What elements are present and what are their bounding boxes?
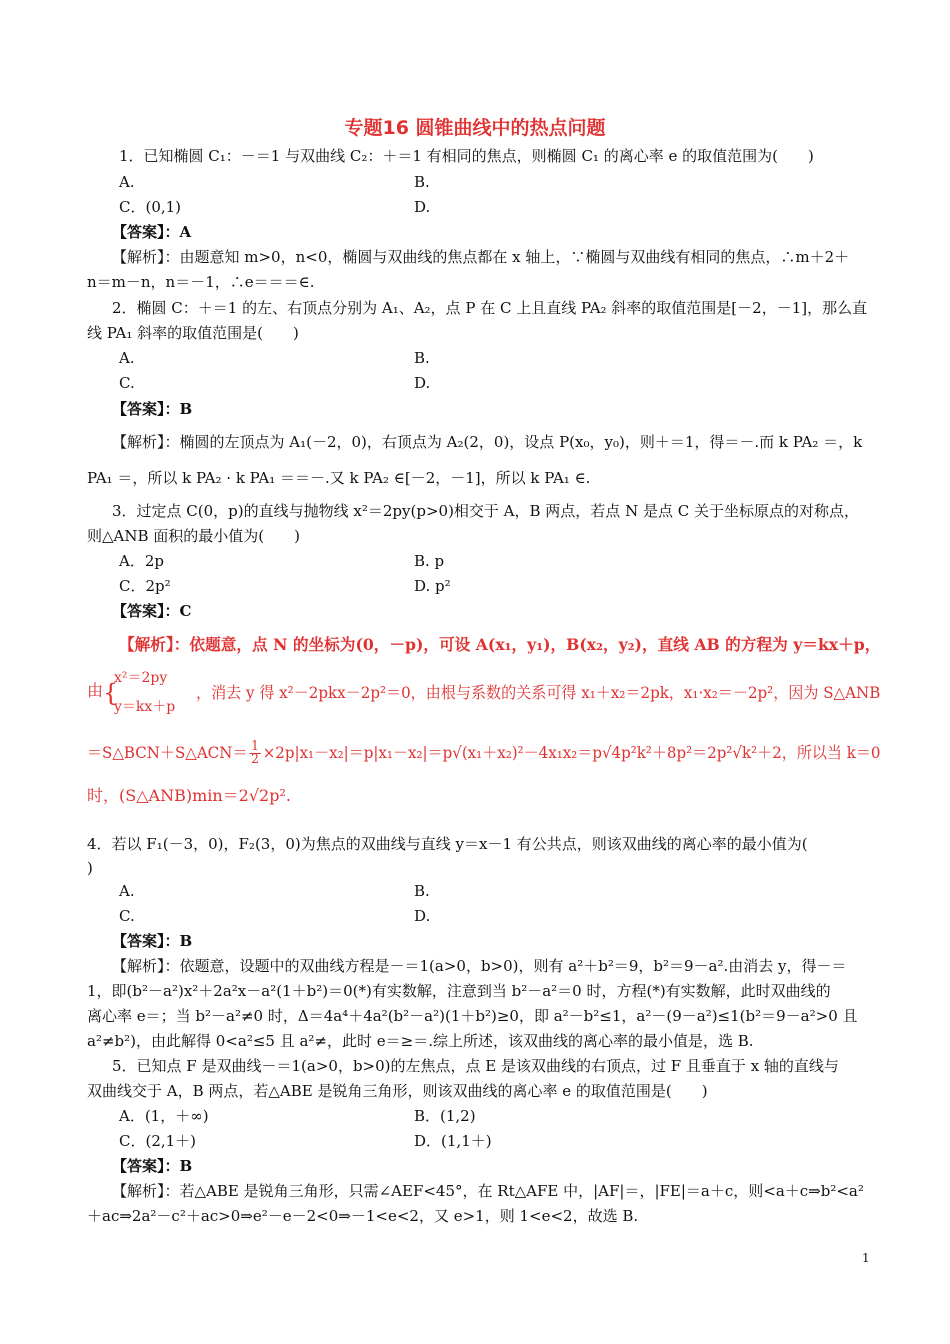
q4-stem-line1: 4．若以 F₁(－3，0)，F₂(3，0)为焦点的双曲线与直线 y＝x－1 有公共点，则该双曲线的离心率的最小值为( xyxy=(87,835,808,853)
page-number: 1 xyxy=(862,1251,870,1265)
q3-analysis-line4: 时，(S△ANB)min＝2√2p². xyxy=(87,786,291,805)
q3-system-prefix: 由 xyxy=(87,681,104,700)
q2-option-c: C. xyxy=(119,374,135,392)
page-title: 专题16 圆锥曲线中的热点问题 xyxy=(344,117,606,139)
one-half-fraction xyxy=(249,741,261,766)
q2-option-b: B. xyxy=(414,349,430,367)
q4-option-c: C. xyxy=(119,907,135,925)
q3-system-brace: { xyxy=(103,679,119,707)
q3-system-eq2: y＝kx＋p xyxy=(114,699,176,715)
q4-analysis-line3: 离心率 e＝；当 b²－a²≠0 时，Δ＝4a⁴＋4a²(b²－a²)(1＋b²)≥0，即 a²－b²≤1，a²－(9－a²)≤1(b²＝9－a²>0 且 xyxy=(87,1007,858,1025)
q3-option-b: B. p xyxy=(414,552,445,570)
q1-option-a: A. xyxy=(119,173,135,191)
q1-option-d: D. xyxy=(414,198,431,216)
q3-analysis-line1: 【解析】：依题意，点 N 的坐标为(0，－p)，可设 A(x₁，y₁)，B(x₂，y₂)，直线 AB 的方程为 y＝kx＋p， xyxy=(119,635,881,654)
q3-system-eq1: x²＝2py xyxy=(114,670,168,686)
q3-option-a: A．2p xyxy=(119,552,164,570)
q4-answer: 【答案】：B xyxy=(112,932,193,950)
q1-analysis-line2: n＝m－n，n＝－1，∴e＝＝＝∈. xyxy=(87,273,315,291)
q3-analysis-line3 xyxy=(87,741,880,766)
q1-analysis-line1: 【解析】：由题意知 m>0，n<0，椭圆与双曲线的焦点都在 x 轴上，∵椭圆与双曲线有相同的焦点，∴m＋2＋ xyxy=(112,248,850,266)
q5-option-b: B．(1,2) xyxy=(414,1107,476,1125)
q5-option-a: A．(1，＋∞) xyxy=(119,1107,209,1125)
fraction-denominator: 2 xyxy=(251,752,259,767)
q4-option-d: D. xyxy=(414,907,431,925)
q3-option-d: D. p² xyxy=(414,577,451,595)
q4-option-a: A. xyxy=(119,882,135,900)
q1-option-c: C．(0,1) xyxy=(119,198,182,216)
q5-analysis-line1: 【解析】：若△ABE 是锐角三角形，只需∠AEF<45°，在 Rt△AFE 中，|AF|＝，|FE|＝a＋c，则<a＋c⇒b²<a² xyxy=(112,1182,864,1200)
q2-analysis-line2: PA₁ ＝，所以 k PA₂ · k PA₁ ＝＝－.又 k PA₂ ∈[－2，－1]，所以 k PA₁ ∈. xyxy=(87,469,591,487)
q1-stem: 1．已知椭圆 C₁：－＝1 与双曲线 C₂：＋＝1 有相同的焦点，则椭圆 C₁ 的离心率 e 的取值范围为( ) xyxy=(119,147,814,165)
q4-analysis-line2: 1，即(b²－a²)x²＋2a²x－a²(1＋b²)＝0(*)有实数解，注意到当 b²－a²＝0 时，方程(*)有实数解，此时双曲线的 xyxy=(87,982,831,1000)
q3-answer: 【答案】：C xyxy=(112,602,192,620)
q3-stem-line2: 则△ANB 面积的最小值为( ) xyxy=(87,527,300,545)
q2-stem-line1: 2．椭圆 C：＋＝1 的左、右顶点分别为 A₁、A₂，点 P 在 C 上且直线 PA₂ 斜率的取值范围是[－2，－1]，那么直 xyxy=(112,299,868,317)
q5-option-d: D．(1,1＋) xyxy=(414,1132,492,1150)
q5-option-c: C．(2,1＋) xyxy=(119,1132,197,1150)
q4-option-b: B. xyxy=(414,882,430,900)
q2-option-d: D. xyxy=(414,374,431,392)
q3-analysis-line3-part2: ×2p|x₁－x₂|＝p|x₁－x₂|＝p√(x₁＋x₂)²－4x₁x₂＝p√4p²k²＋8p²＝2p²√k²＋2，所以当 k＝0 xyxy=(262,743,881,762)
q3-option-c: C．2p² xyxy=(119,577,171,595)
q2-option-a: A. xyxy=(119,349,135,367)
fraction-numerator: 1 xyxy=(251,739,259,754)
q4-stem-line2: ) xyxy=(87,859,93,877)
q5-stem-line1: 5．已知点 F 是双曲线－＝1(a>0，b>0)的左焦点，点 E 是该双曲线的右顶点，过 F 且垂直于 x 轴的直线与 xyxy=(112,1057,839,1075)
q1-answer: 【答案】：A xyxy=(112,223,192,241)
q5-answer: 【答案】：B xyxy=(112,1157,193,1175)
q3-analysis-line3-part1: ＝S△BCN＋S△ACN＝ xyxy=(87,743,248,762)
q2-answer: 【答案】：B xyxy=(112,400,193,418)
q4-analysis-line4: a²≠b²)，由此解得 0<a²≤5 且 a²≠，此时 e＝≥＝.综上所述，该双曲线的离心率的最小值是，选 B. xyxy=(87,1032,754,1050)
q3-stem-line1: 3．过定点 C(0，p)的直线与抛物线 x²＝2py(p>0)相交于 A，B 两点，若点 N 是点 C 关于坐标原点的对称点， xyxy=(112,502,859,520)
q5-analysis-line2: ＋ac⇒2a²－c²＋ac>0⇒e²－e－2<0⇒－1<e<2，又 e>1，则 1<e<2，故选 B. xyxy=(87,1207,639,1225)
q5-stem-line2: 双曲线交于 A，B 两点，若△ABE 是锐角三角形，则该双曲线的离心率 e 的取值范围是( ) xyxy=(87,1082,708,1100)
q2-analysis-line1: 【解析】：椭圆的左顶点为 A₁(－2，0)，右顶点为 A₂(2，0)，设点 P(x₀，y₀)，则＋＝1，得＝－.而 k PA₂ ＝，k xyxy=(112,433,863,451)
q1-option-b: B. xyxy=(414,173,430,191)
q3-analysis-line2: ，消去 y 得 x²－2pkx－2p²＝0，由根与系数的关系可得 x₁＋x₂＝2pk，x₁·x₂＝－2p²，因为 S△ANB xyxy=(196,683,881,702)
q4-analysis-line1: 【解析】：依题意，设题中的双曲线方程是－＝1(a>0，b>0)，则有 a²＋b²＝9，b²＝9－a².由消去 y，得－＝ xyxy=(112,957,847,975)
q2-stem-line2: 线 PA₁ 斜率的取值范围是( ) xyxy=(87,324,299,342)
